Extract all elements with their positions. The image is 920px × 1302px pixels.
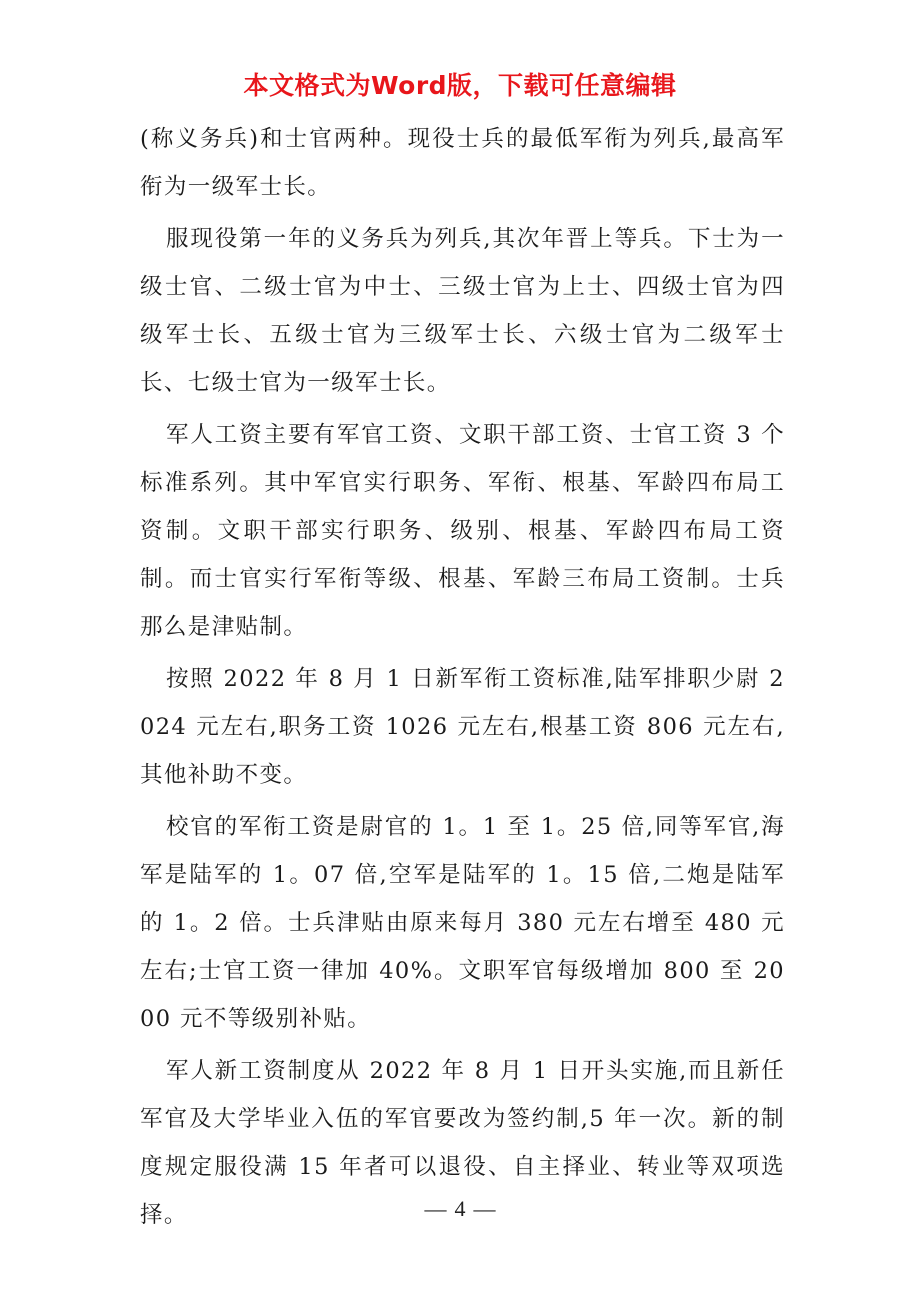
header-banner: 本文格式为Word版，下载可任意编辑: [243, 71, 677, 100]
paragraph-new-system: 军人新工资制度从 2022 年 8 月 1 日开头实施,而且新任军官及大学毕业入伍的军官要改为签约制,5 年一次。新的制度规定服役满 15 年者可以退役、自主择业、转业等双项选择。: [140, 1058, 785, 1228]
paragraph-salary-system: 军人工资主要有军官工资、文职干部工资、士官工资 3 个标准系列。其中军官实行职务、军衔、根基、军龄四布局工资制。文职干部实行职务、级别、根基、军龄四布局工资制。而士官实行军衔等级、根基、军龄三布局工资制。士兵那么是津贴制。: [140, 422, 785, 640]
body-text: [140, 115, 785, 1239]
page-number: 4: [454, 1196, 466, 1221]
page-footer: [0, 1194, 920, 1224]
paragraph-multipliers: 校官的军衔工资是尉官的 1。1 至 1。25 倍,同等军官,海军是陆军的 1。07 倍,空军是陆军的 1。15 倍,二炮是陆军的 1。2 倍。士兵津贴由原来每月 380 元左右增至 480 元左右;士官工资一律加 40%。文职军官每级增加 800 至 2000 元不等级别补贴。: [140, 814, 785, 1032]
paragraph-new-standard: 按照 2022 年 8 月 1 日新军衔工资标准,陆军排职少尉 2024 元左右,职务工资 1026 元左右,根基工资 806 元左右,其他补助不变。: [140, 666, 785, 788]
footer-dash-left: —: [424, 1196, 447, 1221]
paragraph-ranks: 服现役第一年的义务兵为列兵,其次年晋上等兵。下士为一级士官、二级士官为中士、三级士官为上士、四级士官为四级军士长、五级士官为三级军士长、六级士官为二级军士长、七级士官为一级军士长。: [140, 226, 785, 396]
paragraph-continuation: (称义务兵)和士官两种。现役士兵的最低军衔为列兵,最高军衔为一级军士长。: [140, 126, 785, 200]
footer-dash-right: —: [473, 1196, 496, 1221]
